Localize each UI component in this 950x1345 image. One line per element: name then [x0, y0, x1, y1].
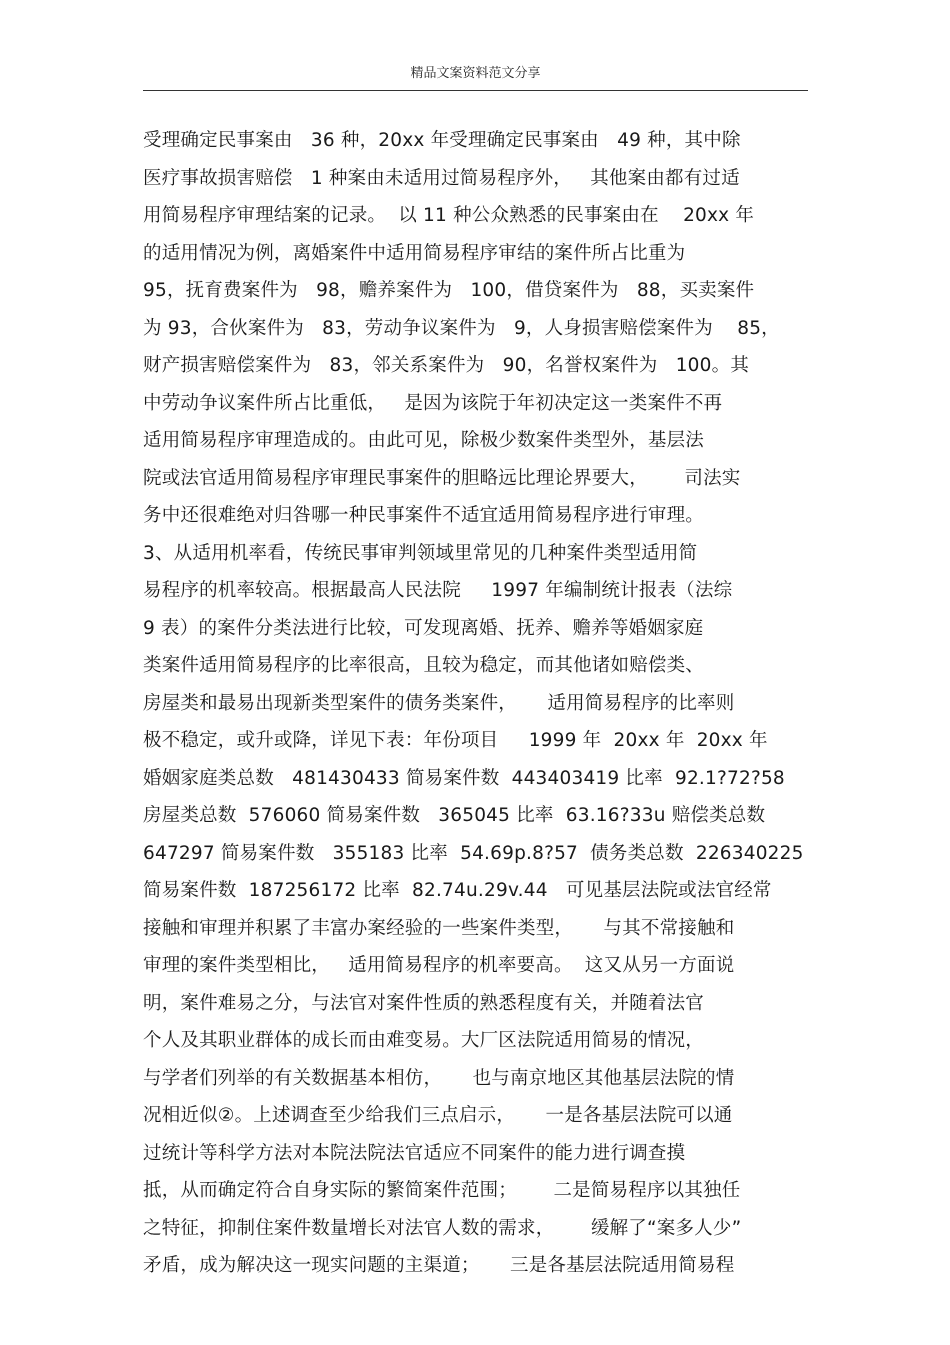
text-line: 9 表）的案件分类法进行比较，可发现离婚、抚养、赡养等婚姻家庭	[143, 617, 704, 639]
text-line: 为 93，合伙案件为 83，劳动争议案件为 9，人身损害赔偿案件为 85，	[143, 317, 780, 339]
text-line: 之特征，抑制住案件数量增长对法官人数的需求， 缓解了“案多人少”	[143, 1217, 742, 1239]
body-text	[143, 122, 815, 1285]
text-line: 院或法官适用简易程序审理民事案件的胆略远比理论界要大， 司法实	[143, 467, 741, 489]
text-line: 婚姻家庭类总数 481430433 简易案件数 443403419 比率 92.1?72?58	[143, 767, 785, 789]
text-line: 矛盾，成为解决这一现实问题的主渠道； 三是各基层法院适用简易程	[143, 1255, 735, 1276]
text-line: 易程序的机率较高。根据最高人民法院 1997 年编制统计报表（法综	[143, 580, 733, 601]
text-line: 明，案件难易之分，与法官对案件性质的熟悉程度有关，并随着法官	[143, 992, 705, 1014]
text-line: 受理确定民事案由 36 种，20xx 年受理确定民事案由 49 种，其中除	[143, 130, 741, 151]
text-line: 3、从适用机率看，传统民事审判领域里常见的几种案件类型适用简	[143, 542, 698, 564]
page-header-title: 精品文案资料范文分享	[410, 66, 541, 81]
text-line: 647297 简易案件数 355183 比率 54.69p.8?57 债务类总数 226340225	[143, 842, 804, 864]
text-line: 房屋类和最易出现新类型案件的债务类案件， 适用简易程序的比率则	[143, 692, 735, 714]
header-divider	[143, 90, 808, 91]
text-line: 务中还很难绝对归咎哪一种民事案件不适宜适用简易程序进行审理。	[143, 505, 705, 526]
text-line: 审理的案件类型相比， 适用简易程序的机率要高。 这又从另一方面说	[143, 955, 735, 976]
text-line: 房屋类总数 576060 简易案件数 365045 比率 63.16?33u 赔偿类总数	[143, 805, 766, 826]
text-line: 过统计等科学方法对本院法院法官适应不同案件的能力进行调查摸	[143, 1142, 686, 1164]
text-line: 接触和审理并积累了丰富办案经验的一些案件类型， 与其不常接触和	[143, 917, 735, 939]
text-line: 况相近似②。上述调查至少给我们三点启示， 一是各基层法院可以通	[143, 1105, 733, 1126]
text-line: 医疗事故损害赔偿 1 种案由未适用过简易程序外， 其他案由都有过适	[143, 167, 740, 189]
text-line: 中劳动争议案件所占比重低， 是因为该院于年初决定这一类案件不再	[143, 392, 723, 414]
text-line: 简易案件数 187256172 比率 82.74u.29v.44 可见基层法院或法官经常	[143, 880, 772, 901]
text-line: 个人及其职业群体的成长而由难变易。大厂区法院适用简易的情况，	[143, 1030, 705, 1051]
text-line: 类案件适用简易程序的比率很高，且较为稳定，而其他诸如赔偿类、	[143, 655, 705, 676]
text-line: 抵，从而确定符合自身实际的繁简案件范围； 二是简易程序以其独任	[143, 1180, 741, 1201]
text-line: 适用简易程序审理造成的。由此可见，除极少数案件类型外，基层法	[143, 430, 705, 451]
text-line: 95，抚育费案件为 98，赡养案件为 100，借贷案件为 88，买卖案件	[143, 280, 755, 301]
text-line: 用简易程序审理结案的记录。 以 11 种公众熟悉的民事案由在 20xx 年	[143, 205, 755, 226]
text-line: 财产损害赔偿案件为 83，邻关系案件为 90，名誉权案件为 100。其	[143, 355, 750, 376]
text-line: 的适用情况为例，离婚案件中适用简易程序审结的案件所占比重为	[143, 242, 686, 264]
text-line: 极不稳定，或升或降，详见下表：年份项目 1999 年 20xx 年 20xx 年	[143, 730, 768, 751]
text-line: 与学者们列举的有关数据基本相仿， 也与南京地区其他基层法院的情	[143, 1067, 735, 1089]
